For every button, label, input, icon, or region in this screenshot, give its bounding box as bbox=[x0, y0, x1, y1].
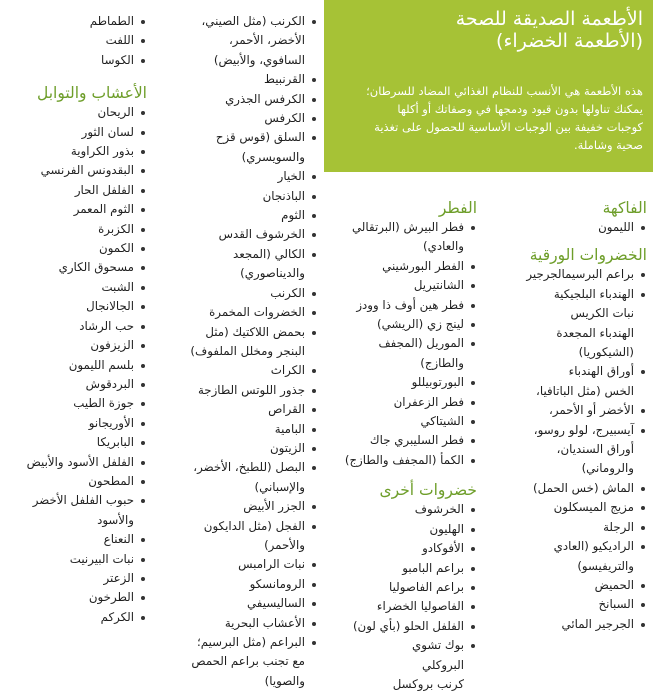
list-other-vegetables bbox=[327, 500, 477, 694]
list-item-continuation: والصويا) bbox=[264, 673, 305, 688]
list-item-continuation: الأخضر، الأحمر، bbox=[228, 33, 305, 48]
list-item: البردقوش bbox=[2, 375, 147, 394]
list-item-continuation: والروماني) bbox=[581, 461, 634, 476]
list-item: الكرفس bbox=[158, 109, 318, 128]
list-item: براعم البرسيمالجرجير bbox=[331, 265, 647, 284]
list-item: الخضروات المخمرة bbox=[158, 303, 318, 322]
list-item-continuation: والتريفيسو) bbox=[577, 558, 634, 573]
list-item: أوراق الهندباء bbox=[331, 362, 647, 381]
heading-fruits: الفاكهة bbox=[602, 199, 647, 217]
heading-leafy-vegetables: الخضروات الورقية bbox=[529, 246, 647, 265]
list-item: الكركم bbox=[2, 608, 147, 627]
list-item: الأعشاب البحرية bbox=[158, 614, 318, 633]
list-item: الكرنب bbox=[158, 284, 318, 303]
list-item: فطر الزعفران bbox=[327, 393, 477, 412]
list-item: براعم الفاصوليا bbox=[327, 578, 477, 597]
list-item: الفلفل الحار bbox=[2, 181, 147, 200]
list-item: الزيزفون bbox=[2, 336, 147, 355]
list-item: الفلفل الأسود والأبيض bbox=[2, 453, 147, 472]
list-item: البامية bbox=[158, 420, 318, 439]
heading-other-vegetables: خضروات أخرى bbox=[379, 481, 477, 500]
list-item: لينج زي (الريشي) bbox=[327, 315, 477, 334]
column-vegetables bbox=[158, 12, 318, 691]
intro-line: كوجبات خفيفة بين الوجبات الأساسية للحصول على تغذية bbox=[374, 120, 643, 134]
list-item: بلسم الليمون bbox=[2, 356, 147, 375]
list-item: بذور الكراوية bbox=[2, 142, 147, 161]
list-item-continuation: البنجر ومخلل الملفوف) bbox=[190, 343, 305, 358]
list-item: الخيار bbox=[158, 167, 318, 186]
list-item: جذور اللوتس الطازجة bbox=[158, 381, 318, 400]
list-herbs-spices bbox=[2, 103, 147, 627]
list-item: الطرخون bbox=[2, 588, 147, 607]
list-item: جوزة الطيب bbox=[2, 394, 147, 413]
list-item: مسحوق الكاري bbox=[2, 258, 147, 277]
list-item: فطر البيرش (البرتقالي bbox=[327, 218, 477, 237]
list-item: الكالي (المجعد bbox=[158, 245, 318, 264]
list-item: الجزر الأبيض bbox=[158, 497, 318, 516]
list-item: براعم البامبو bbox=[327, 559, 477, 578]
list-item: الخرشوف القدس bbox=[158, 225, 318, 244]
heading-mushrooms: الفطر bbox=[438, 199, 477, 217]
list-item-continuation: الخس (مثل الباتافيا، bbox=[536, 383, 634, 398]
list-item: الكزبرة bbox=[2, 220, 147, 239]
list-item: الرومانسكو bbox=[158, 575, 318, 594]
list-item-continuation: والسويسري) bbox=[241, 149, 305, 164]
list-item: فطر هين أوف ذا وودز bbox=[327, 296, 477, 315]
list-item: الجالانجال bbox=[2, 297, 147, 316]
list-item: الثوم المعمر bbox=[2, 200, 147, 219]
intro-line: يمكنك تناولها بدون قيود ودمجها في وصفاتك أو أكلها bbox=[397, 102, 643, 116]
list-item-continuation: البروكلي bbox=[422, 657, 464, 672]
intro-line: صحية وشاملة. bbox=[574, 138, 643, 152]
list-item: بوك تشوي bbox=[327, 636, 477, 655]
title-line-2: (الأطعمة الخضراء) bbox=[496, 30, 643, 52]
list-item: الأفوكادو bbox=[327, 539, 477, 558]
list-item-continuation: (الشيكوريا) bbox=[578, 345, 634, 360]
list-mushrooms bbox=[327, 218, 477, 470]
list-item: حب الرشاد bbox=[2, 317, 147, 336]
list-item: البصل (للطبخ، الأخضر، bbox=[158, 458, 318, 477]
title-line-1: الأطعمة الصديقة للصحة bbox=[455, 8, 643, 30]
list-item-continuation: والديناصوري) bbox=[240, 266, 305, 281]
list-item: آيسبيرج، لولو روسو، bbox=[331, 421, 647, 440]
list-item: الكمون bbox=[2, 239, 147, 258]
list-item: حبوب الفلفل الأخضر bbox=[2, 491, 147, 510]
list-item-continuation: والطازج) bbox=[420, 355, 464, 370]
list-item: الباذنجان bbox=[158, 187, 318, 206]
list-item: البقدونس الفرنسي bbox=[2, 161, 147, 180]
list-item: الكرفس الجذري bbox=[158, 90, 318, 109]
list-item: الأوريجانو bbox=[2, 414, 147, 433]
list-item: الفطر البورشيني bbox=[327, 257, 477, 276]
list-item: الكرنب (مثل الصيني، bbox=[158, 12, 318, 31]
list-item: نبات الرامبس bbox=[158, 555, 318, 574]
list-item: فطر السليبري جاك bbox=[327, 431, 477, 450]
list-item: البورتوبيللو bbox=[327, 373, 477, 392]
list-item: الرجلة bbox=[331, 518, 647, 537]
list-item: الثوم bbox=[158, 206, 318, 225]
list-item-continuation: أوراق السنديان، bbox=[556, 442, 634, 457]
intro-line: هذه الأطعمة هي الأنسب للنظام الغذائي المضاد للسرطان؛ bbox=[366, 84, 643, 98]
list-item: الكراث bbox=[158, 361, 318, 380]
list-item: الكوسا bbox=[2, 51, 147, 70]
list-item: الشانتيريل bbox=[327, 276, 477, 295]
list-item: الخرشوف bbox=[327, 500, 477, 519]
list-item: الهليون bbox=[327, 520, 477, 539]
list-item: البابريكا bbox=[2, 433, 147, 452]
list-item-continuation: والعادي) bbox=[423, 239, 464, 254]
list-item-continuation: الهندباء المجعدة bbox=[556, 325, 634, 340]
list-item: اللفت bbox=[2, 31, 147, 50]
list-item: القراص bbox=[158, 400, 318, 419]
column-mushrooms-other bbox=[327, 198, 477, 694]
list-item-continuation: والإسباني) bbox=[254, 479, 305, 494]
intro-panel bbox=[324, 0, 653, 172]
list-item: الريحان bbox=[2, 103, 147, 122]
list-item: الهندباء البلجيكية bbox=[331, 285, 647, 304]
list-item: الفلفل الحلو (بأي لون) bbox=[327, 617, 477, 636]
list-item: الفاصوليا الخضراء bbox=[327, 597, 477, 616]
list-item: الحميض bbox=[331, 576, 647, 595]
list-item: الجرجير المائي bbox=[331, 615, 647, 634]
list-item-continuation: نبات الكريس bbox=[570, 306, 634, 321]
list-item-continuation: مع تجنب براعم الحمص bbox=[191, 654, 305, 669]
list-item: بحمض اللاكتيك (مثل bbox=[158, 323, 318, 342]
list-item: القرنبيط bbox=[158, 70, 318, 89]
list-item: الشيتاكي bbox=[327, 412, 477, 431]
list-item: الأخضر أو الأحمر، bbox=[331, 401, 647, 420]
list-item: الكمأ (المجفف والطازج) bbox=[327, 451, 477, 470]
list-item-continuation: السافوي، والأبيض) bbox=[213, 52, 305, 67]
list-item: الزعتر bbox=[2, 569, 147, 588]
list-item: الشبت bbox=[2, 278, 147, 297]
list-item: لسان الثور bbox=[2, 123, 147, 142]
list-vegetables bbox=[158, 12, 318, 691]
intro-text bbox=[332, 82, 643, 154]
list-item: السبانخ bbox=[331, 595, 647, 614]
list-item: الساليسيفي bbox=[158, 594, 318, 613]
list-item: الزيتون bbox=[158, 439, 318, 458]
list-item: الموريل (المجفف bbox=[327, 334, 477, 353]
heading-herbs-spices: الأعشاب والتوابل bbox=[36, 84, 147, 103]
list-item: الراديكيو (العادي bbox=[331, 537, 647, 556]
list-item: الطماطم bbox=[2, 12, 147, 31]
list-item: السلق (قوس قزح bbox=[158, 128, 318, 147]
list-item-continuation: كرنب بروكسل bbox=[392, 676, 464, 691]
column-herbs-spices bbox=[2, 12, 147, 627]
list-vegetables-end bbox=[2, 12, 147, 70]
list-item: مزيج الميسكلون bbox=[331, 498, 647, 517]
list-item: المطحون bbox=[2, 472, 147, 491]
list-item: البراعم (مثل البرسيم؛ bbox=[158, 633, 318, 652]
list-item: الليمون bbox=[331, 218, 647, 237]
list-item: الفجل (مثل الدايكون bbox=[158, 517, 318, 536]
list-item-continuation: والأحمر) bbox=[264, 537, 305, 552]
list-item: نبات البيرنيت bbox=[2, 550, 147, 569]
list-item: النعناع bbox=[2, 530, 147, 549]
list-item: الماش (خس الحمل) bbox=[331, 479, 647, 498]
list-item-continuation: والأسود bbox=[97, 512, 134, 527]
page-title bbox=[332, 8, 643, 52]
